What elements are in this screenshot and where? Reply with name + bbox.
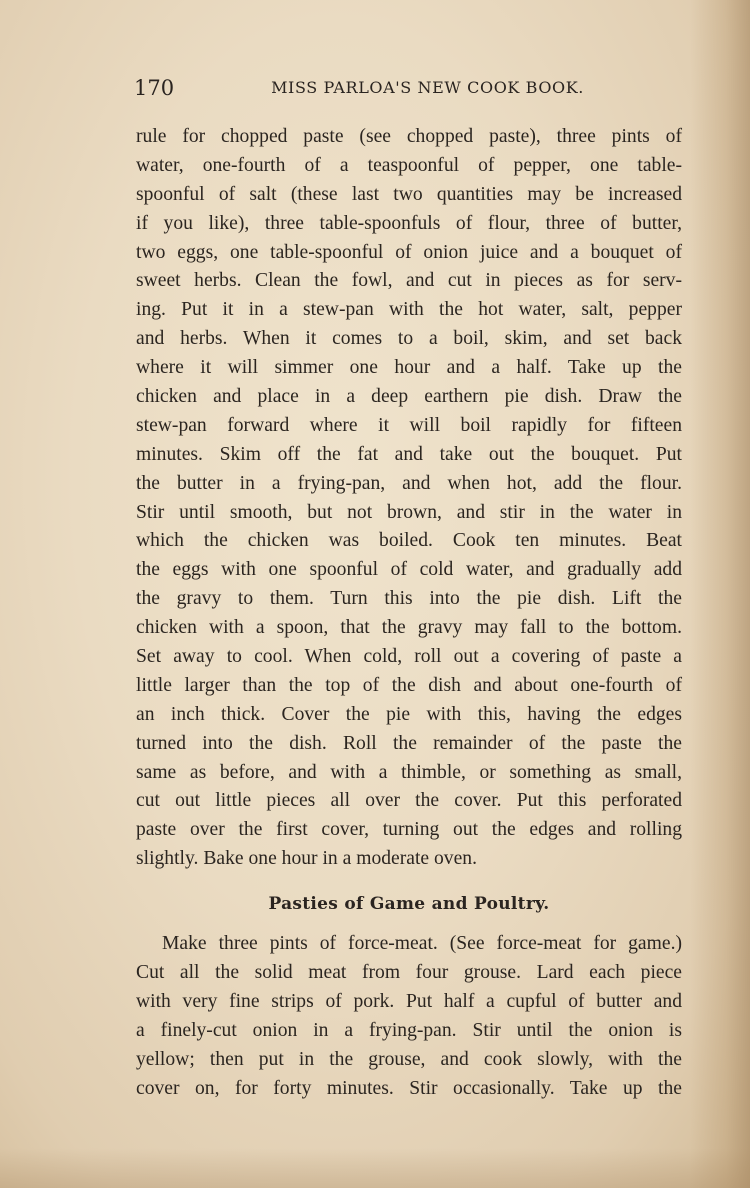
text-line: spoonful of salt (these last two quantities may be increased — [136, 183, 682, 205]
paragraph-pasties — [136, 930, 682, 1103]
text-line: yellow; then put in the grouse, and cook slowly, with the — [136, 1048, 682, 1070]
text-line: chicken and place in a deep earthern pie dish. Draw the — [136, 386, 682, 408]
text-line: turned into the dish. Roll the remainder of the paste the — [136, 732, 682, 754]
text-line: and herbs. When it comes to a boil, skim, and set back — [136, 328, 682, 350]
text-line: water, one-fourth of a teaspoonful of pepper, one table- — [136, 154, 682, 176]
text-line: with very fine strips of pork. Put half a cupful of butter and — [136, 990, 682, 1012]
text-line: where it will simmer one hour and a half. Take up the — [136, 357, 682, 379]
text-line: stew-pan forward where it will boil rapidly for fifteen — [136, 414, 682, 436]
text-line: chicken with a spoon, that the gravy may fall to the bottom. — [136, 617, 682, 639]
text-line: sweet herbs. Clean the fowl, and cut in pieces as for serv- — [136, 270, 682, 292]
text-line: which the chicken was boiled. Cook ten minutes. Beat — [136, 530, 682, 552]
section-heading: Pasties of Game and Poultry. — [268, 894, 550, 915]
text-line: Cut all the solid meat from four grouse. Lard each piece — [136, 962, 682, 984]
text-line: Make three pints of force-meat. (See force-meat for game.) — [162, 933, 682, 955]
text-line: the eggs with one spoonful of cold water, and gradually add — [136, 559, 682, 581]
text-line: if you like), three table-spoonfuls of flour, three of butter, — [136, 212, 682, 234]
text-line: the gravy to them. Turn this into the pie dish. Lift the — [136, 588, 682, 610]
body-text — [136, 123, 682, 1104]
text-line: paste over the first cover, turning out the edges and rolling — [136, 819, 682, 841]
text-line: an inch thick. Cover the pie with this, having the edges — [136, 703, 682, 725]
text-line: cut out little pieces all over the cover. Put this perforated — [136, 790, 682, 812]
text-line: two eggs, one table-spoonful of onion juice and a bouquet of — [136, 241, 682, 263]
page-header — [134, 74, 682, 104]
text-line: little larger than the top of the dish and about one-fourth of — [136, 674, 682, 696]
page-number: 170 — [134, 76, 175, 100]
text-line: a finely-cut onion in a frying-pan. Stir until the onion is — [136, 1019, 682, 1041]
text-line: same as before, and with a thimble, or something as small, — [136, 761, 682, 783]
running-title: MISS PARLOA'S NEW COOK BOOK. — [271, 78, 584, 97]
text-line: the butter in a frying-pan, and when hot, add the flour. — [136, 472, 682, 494]
text-line: slightly. Bake one hour in a moderate oven. — [136, 848, 477, 870]
text-line: ing. Put it in a stew-pan with the hot water, salt, pepper — [136, 299, 682, 321]
paragraph-chicken-pie — [136, 123, 682, 874]
text-line: minutes. Skim off the fat and take out the bouquet. Put — [136, 443, 682, 465]
text-line: Set away to cool. When cold, roll out a covering of paste a — [136, 646, 682, 668]
text-line: cover on, for forty minutes. Stir occasionally. Take up the — [136, 1077, 682, 1099]
text-line: Stir until smooth, but not brown, and stir in the water in — [136, 501, 682, 523]
text-line: rule for chopped paste (see chopped paste), three pints of — [136, 126, 682, 147]
